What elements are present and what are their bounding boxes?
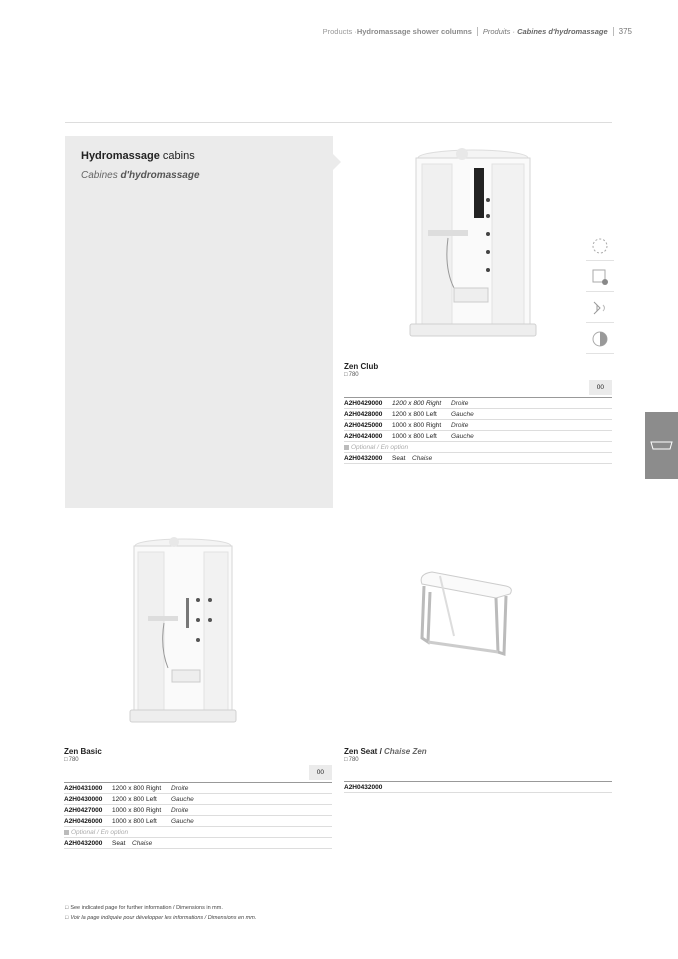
row-side: Gauche xyxy=(171,817,194,825)
page-ref-icon: □ xyxy=(64,757,68,763)
optional-label-row xyxy=(344,442,612,453)
table-row xyxy=(344,409,612,420)
page-ref-icon: □ xyxy=(344,757,348,763)
zen-seat-table xyxy=(344,781,612,793)
row-dimensions: 1000 x 800 Right xyxy=(112,806,162,814)
row-code: A2H0428000 xyxy=(344,410,383,418)
row-side: Chaise xyxy=(412,454,433,462)
row-dimensions: 1000 x 800 Right xyxy=(392,421,442,429)
table-row xyxy=(344,431,612,442)
zen-club-finish-code: 00 xyxy=(589,380,612,395)
table-row xyxy=(64,794,332,805)
header-en-bold: Hydromassage shower columns xyxy=(356,27,472,36)
row-code: A2H0427000 xyxy=(64,806,103,814)
top-rule xyxy=(65,122,612,123)
footer-notes xyxy=(65,903,256,923)
row-side: Gauche xyxy=(171,795,194,803)
section-box xyxy=(65,136,333,508)
row-dimensions: 1200 x 800 Right xyxy=(392,399,442,407)
chromotherapy-icon xyxy=(586,325,614,354)
row-dimensions: 1200 x 800 Right xyxy=(112,784,162,792)
row-code: A2H0432000 xyxy=(344,783,383,791)
section-title-en-rest: cabins xyxy=(159,150,195,162)
footer-fr-text: Voir la page indiquée pour développer les informations / Dimensions en mm. xyxy=(70,915,257,921)
header-en-prefix: Products · xyxy=(322,27,357,36)
table-row xyxy=(344,398,612,409)
zen-club-name: Zen Club xyxy=(344,362,379,371)
table-row xyxy=(344,453,612,464)
row-side: Chaise xyxy=(132,839,153,847)
page-ref-icon: □ xyxy=(65,905,69,911)
footer-line-fr xyxy=(65,913,256,923)
table-row xyxy=(64,816,332,827)
page-number: 375 xyxy=(618,27,632,36)
page-header xyxy=(323,27,632,36)
zen-basic-page-ref xyxy=(64,757,332,763)
zen-club-page-ref xyxy=(344,372,612,378)
row-code: A2H0432000 xyxy=(64,839,103,847)
zen-seat-product xyxy=(344,747,612,793)
zen-basic-finish-code: 00 xyxy=(309,765,332,780)
zen-basic-photo xyxy=(128,528,238,728)
zen-club-photo xyxy=(408,138,538,343)
header-fr-bold: Cabines d'hydromassage xyxy=(517,27,608,36)
row-side: Droite xyxy=(171,806,189,814)
optional-label-row xyxy=(64,827,332,838)
zen-basic-page-ref-value: 780 xyxy=(68,757,79,763)
section-title-fr xyxy=(81,170,200,181)
control-panel-icon xyxy=(586,263,614,292)
section-side-tab xyxy=(645,412,678,479)
bluetooth-speaker-icon xyxy=(586,294,614,323)
optional-marker xyxy=(344,445,349,450)
section-title-fr-bold: d'hydromassage xyxy=(120,170,200,181)
row-side: Droite xyxy=(451,399,469,407)
row-dimensions: Seat xyxy=(392,454,406,462)
row-side: Droite xyxy=(451,421,469,429)
row-code: A2H0430000 xyxy=(64,795,103,803)
header-fr xyxy=(483,27,608,36)
bathtub-icon xyxy=(645,412,678,479)
row-side: Gauche xyxy=(451,432,474,440)
zen-club-table xyxy=(344,397,612,464)
header-divider-2 xyxy=(613,27,614,36)
row-code: A2H0425000 xyxy=(344,421,383,429)
feature-icons xyxy=(586,232,614,356)
zen-basic-table xyxy=(64,782,332,849)
footer-line-en xyxy=(65,903,256,913)
row-code: A2H0426000 xyxy=(64,817,103,825)
section-title-fr-rest: Cabines xyxy=(81,170,121,181)
table-row xyxy=(64,805,332,816)
table-row xyxy=(64,783,332,794)
row-code: A2H0431000 xyxy=(64,784,103,792)
zen-seat-page-ref-value: 780 xyxy=(348,757,359,763)
table-row xyxy=(344,420,612,431)
zen-club-product xyxy=(344,362,612,464)
zen-seat-photo xyxy=(410,566,520,661)
zen-basic-name: Zen Basic xyxy=(64,747,102,756)
row-dimensions: 1200 x 800 Left xyxy=(112,795,157,803)
row-code: A2H0424000 xyxy=(344,432,383,440)
optional-marker xyxy=(64,830,69,835)
section-box-notch xyxy=(333,154,341,170)
zen-basic-finish xyxy=(64,765,332,780)
header-fr-prefix: Produits · xyxy=(482,27,518,36)
row-dimensions: Seat xyxy=(112,839,126,847)
zen-seat-name-fr: Chaise Zen xyxy=(384,747,427,756)
massage-jets-icon xyxy=(586,232,614,261)
header-divider xyxy=(477,27,478,36)
optional-label: Optional / En option xyxy=(71,828,129,836)
zen-club-finish xyxy=(344,380,612,395)
row-dimensions: 1000 x 800 Left xyxy=(392,432,437,440)
row-side: Droite xyxy=(171,784,189,792)
section-title-en-bold: Hydromassage xyxy=(81,150,160,162)
zen-seat-page-ref xyxy=(344,757,612,763)
row-code: A2H0429000 xyxy=(344,399,383,407)
zen-seat-name-en: Zen Seat / xyxy=(344,747,385,756)
table-row xyxy=(344,782,612,793)
row-code: A2H0432000 xyxy=(344,454,383,462)
zen-club-page-ref-value: 780 xyxy=(348,372,359,378)
section-title-en xyxy=(81,150,195,162)
optional-label: Optional / En option xyxy=(351,443,409,451)
zen-seat-name xyxy=(344,747,612,756)
row-dimensions: 1000 x 800 Left xyxy=(112,817,157,825)
footer-en-text: See indicated page for further information / Dimensions in mm. xyxy=(70,905,223,911)
page-ref-icon: □ xyxy=(65,915,69,921)
page-ref-icon: □ xyxy=(344,372,348,378)
table-row xyxy=(64,838,332,849)
row-dimensions: 1200 x 800 Left xyxy=(392,410,437,418)
row-side: Gauche xyxy=(451,410,474,418)
zen-basic-product xyxy=(64,747,332,849)
